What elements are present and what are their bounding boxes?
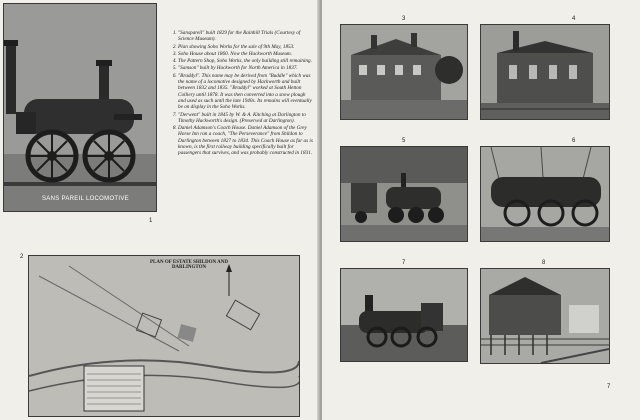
- figure7-number: 7: [402, 260, 406, 266]
- figure6-number: 6: [572, 138, 576, 144]
- figure4-number: 4: [572, 16, 576, 22]
- coach-house-photo: [480, 268, 610, 364]
- caption-item-6: 6. "Braddyl". This name may be derived from "Buddle" which was the name of a locomotive designed by Hackworth and built between 1832 and 1835. "Braddyl" worked at South Hetton Colliery until 1878. It was then converted into a snow plough and used as such until the late 1940s. Its remains will eventually be on display in the Soho Works.: [178, 73, 313, 111]
- caption-list: [168, 30, 313, 158]
- derwent-locomotive-photo: [340, 268, 468, 362]
- braddyl-drawing: [481, 147, 609, 241]
- figure8-number: 8: [542, 260, 546, 266]
- page-number: 7: [607, 384, 611, 390]
- caption-item-3: 3. Soho House about 1860. Now the Hackworth Museum.: [178, 51, 313, 57]
- map-title: PLAN OF ESTATE SHILDON AND DARLINGTON: [150, 260, 228, 270]
- samson-drawing: [341, 147, 467, 241]
- estate-plan-map: [28, 255, 300, 417]
- caption-item-2: 2. Plan showing Soho Works for the sale of 9th May, 1853.: [178, 44, 313, 50]
- figure1-number: 1: [149, 218, 153, 224]
- figure2-number: 2: [20, 254, 24, 260]
- pattern-shop-photo: [480, 24, 610, 120]
- figure1-caption: SANS PAREIL LOCOMOTIVE: [42, 196, 129, 202]
- soho-house-photo: [340, 24, 468, 120]
- caption-item-1: 1. "Sanspareil" built 1829 for the Rainhill Trials (Courtesy of Science Museum).: [178, 30, 313, 43]
- caption-item-7: 7. "Derwent" built in 1845 by W. & A. Kitching at Darlington to Timothy Hackworth's design. (Preserved at Darlington).: [178, 112, 313, 125]
- soho-house-drawing: [341, 25, 467, 119]
- sans-pareil-photo: [3, 3, 157, 212]
- caption-item-4: 4. The Pattern Shop, Soho Works, the only building still remaining.: [178, 58, 313, 64]
- figure5-number: 5: [402, 138, 406, 144]
- map-drawing: [29, 256, 299, 416]
- pattern-shop-drawing: [481, 25, 609, 119]
- locomotive-illustration: [4, 4, 156, 211]
- figure3-number: 3: [402, 16, 406, 22]
- samson-locomotive-photo: [340, 146, 468, 242]
- derwent-drawing: [341, 269, 467, 361]
- caption-item-8: 8. Daniel Adamson's Coach House. Daniel Adamson of the Grey Horse Inn ran a coach, "The Perseverance" from Shildon to Darlington between 1827 to 1834. This Coach House as far as is known, is the first railway building specifically built for passengers that survives, and was probably constructed in 1831.: [178, 125, 313, 156]
- caption-item-5: 5. "Samson" built by Hackworth for North America in 1837.: [178, 65, 313, 71]
- braddyl-remains-photo: [480, 146, 610, 242]
- right-page: [322, 0, 640, 420]
- coach-house-drawing: [481, 269, 609, 363]
